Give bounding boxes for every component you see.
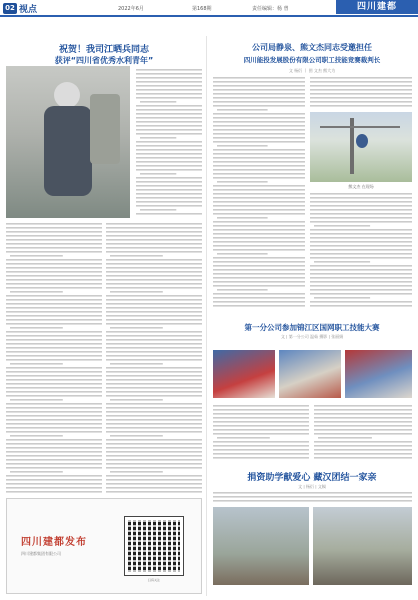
article1-side-text xyxy=(136,68,202,218)
article4-photo-1 xyxy=(213,507,309,585)
article1-title-line1: 祝贺！我司江晒兵同志 xyxy=(58,45,149,55)
article3-text-col1 xyxy=(213,404,309,462)
article3-title: 第一分公司参加锦江区国网职工技能大赛 xyxy=(244,323,380,332)
brand-logo: 四川建都 xyxy=(336,0,418,14)
article2-title-line1: 公司局静泉、熊文杰同志受邀担任 xyxy=(252,43,372,52)
article1-photo xyxy=(6,66,130,218)
article1-text-col2 xyxy=(106,222,202,494)
banner-title: 四川建都发布 xyxy=(21,537,87,548)
promo-banner xyxy=(6,498,202,594)
page-number: 02 xyxy=(3,3,17,14)
qr-caption: 扫码关注 xyxy=(147,578,160,582)
article4-byline: 文 | 杨衍 | 文稿 xyxy=(298,484,326,489)
article4-title: 捐资助学献爱心 藏汉团结一家亲 xyxy=(247,473,377,483)
article2-photo-caption: 熊文杰 在现场 xyxy=(348,184,374,189)
column-divider xyxy=(206,36,207,596)
article3-photo-2 xyxy=(279,350,341,398)
masthead-rule xyxy=(0,15,418,17)
article1-title-line2: 获评“四川省优秀水利青年” xyxy=(54,56,154,65)
qr-code-icon xyxy=(125,517,183,575)
article3-text-col2 xyxy=(314,404,412,462)
issue-number: 第168期 xyxy=(192,6,212,12)
article2-byline: 文 杨衍 丨 图 文杰 熊大为 xyxy=(288,68,336,73)
section-label: 视点 xyxy=(19,5,38,15)
article2-text-col1 xyxy=(213,76,305,308)
article3-photo-3 xyxy=(345,350,412,398)
article3-byline: 文 | 第一分公司 温茹 摄影 | 张丽娟 xyxy=(280,334,344,339)
article4-text xyxy=(213,491,412,505)
article2-photo xyxy=(310,112,412,182)
article1-text-col1 xyxy=(6,222,102,494)
article2-text-col2-top xyxy=(310,76,412,110)
article3-photo-1 xyxy=(213,350,275,398)
article2-title-line2: 四川能投发展股份有限公司职工技能竞赛裁判长 xyxy=(243,56,381,64)
article4-photo-2 xyxy=(313,507,412,585)
banner-subtitle: 四川建都集团有限公司 xyxy=(21,551,61,556)
editor-credit: 责任编辑：杨 曾 xyxy=(252,6,289,12)
article2-text-col2 xyxy=(310,192,412,308)
issue-date: 2022年6月 xyxy=(118,6,144,12)
